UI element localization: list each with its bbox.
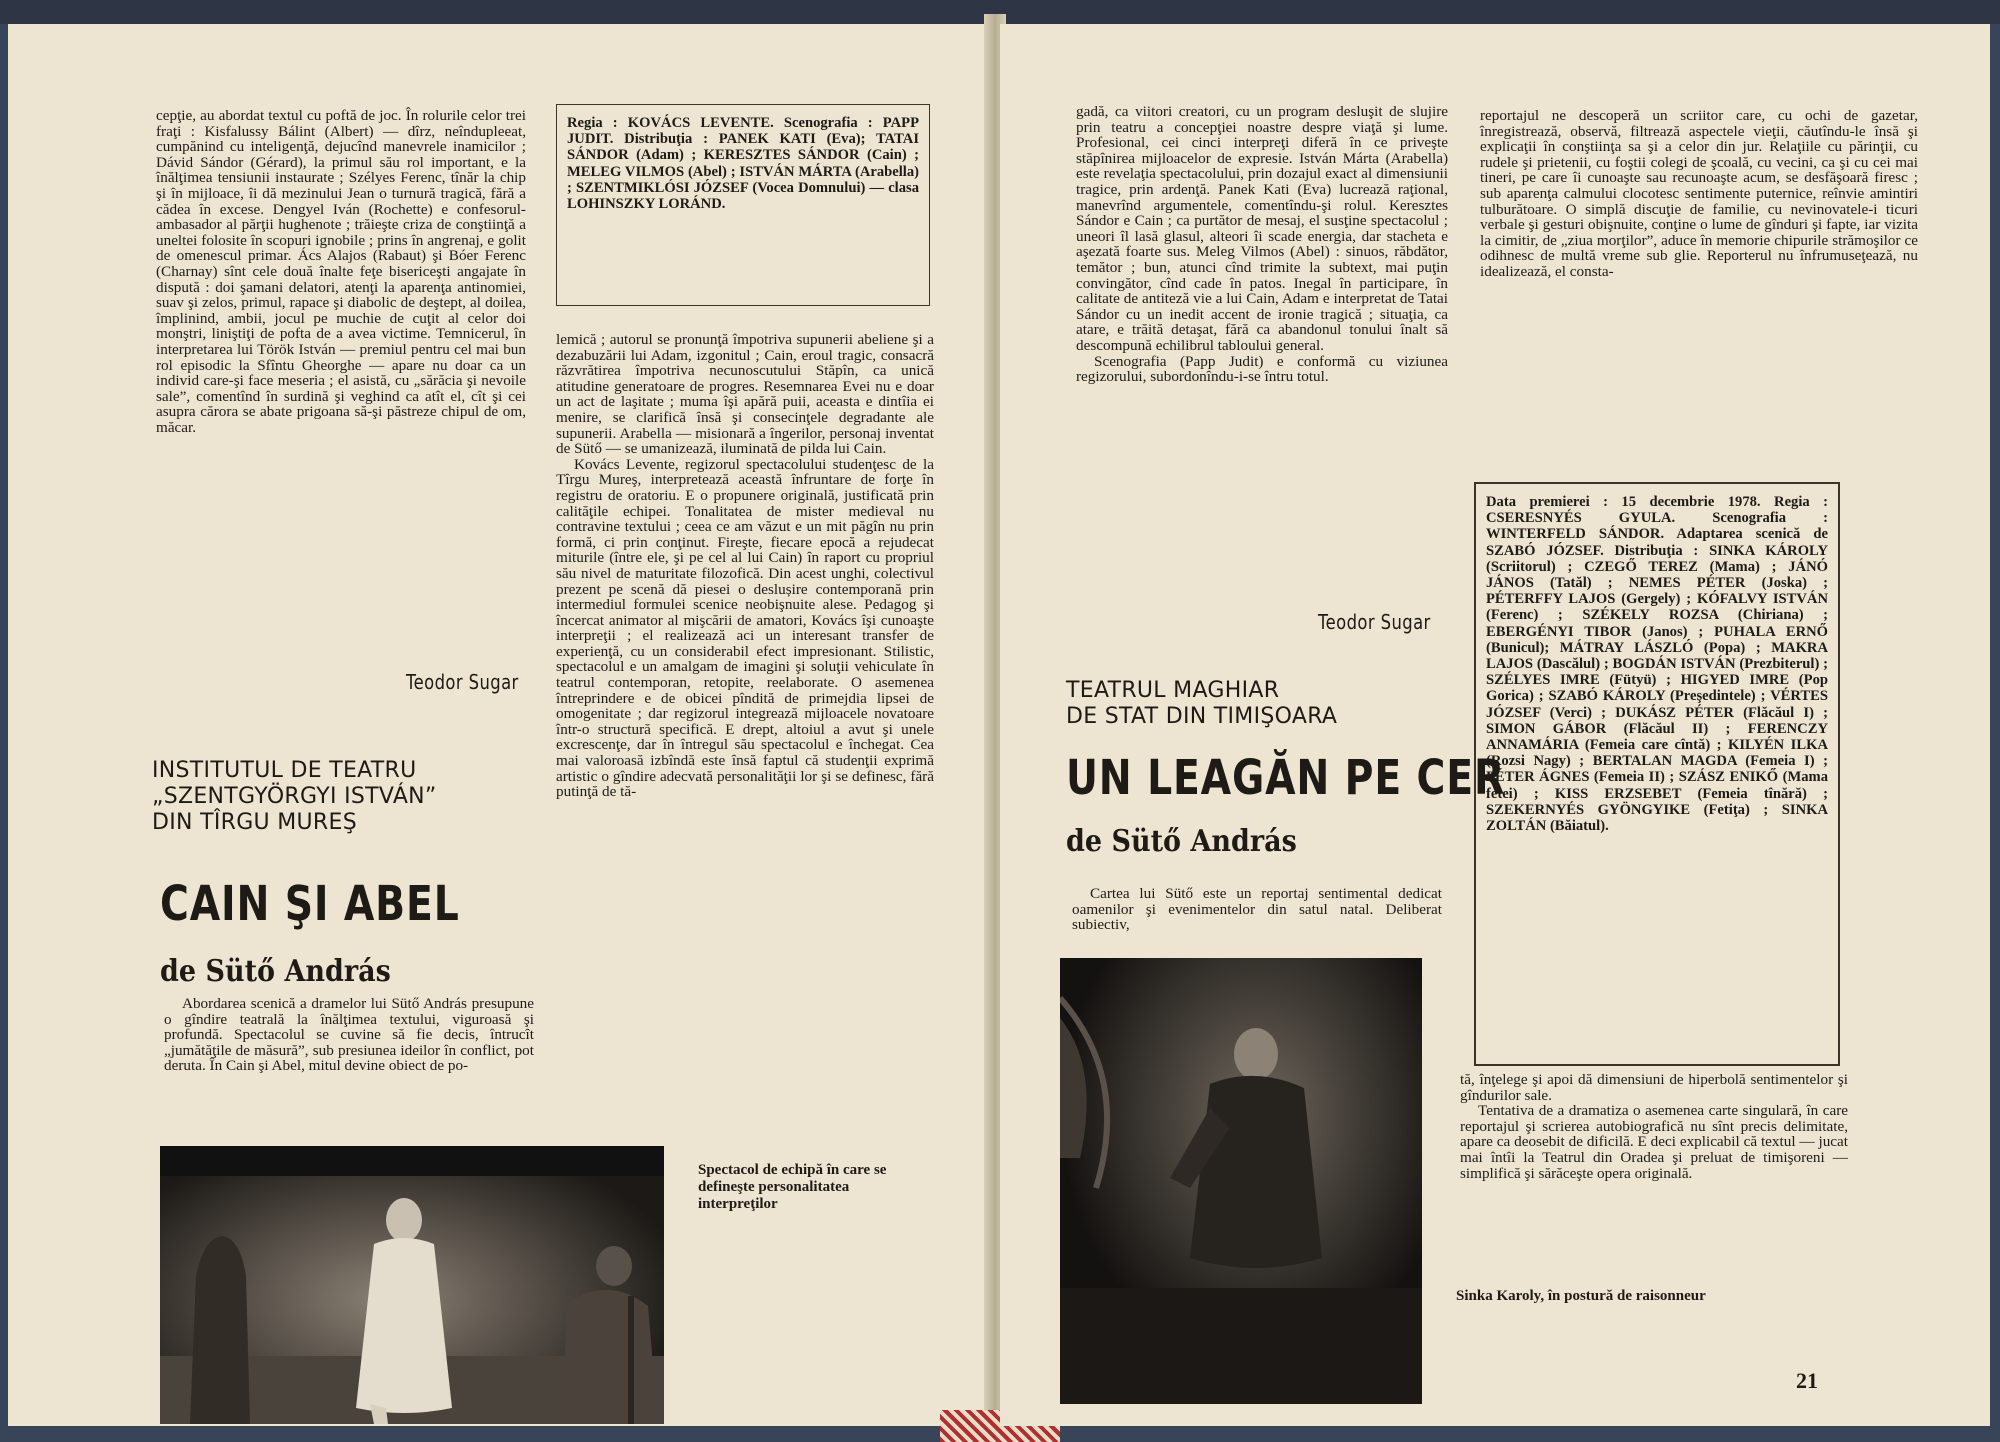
signature-left: Teodor Sugar: [406, 670, 519, 694]
stage-photo-cain-si-abel: [160, 1146, 664, 1424]
institution-heading: [152, 758, 437, 836]
left-page: [8, 24, 990, 1426]
institution-line-3: DIN TÎRGU MUREŞ: [152, 810, 357, 835]
left-col1-paragraph: cepţie, au abordat textul cu poftă de joc. În rolurile celor trei fraţi : Kisfalussy Bálint (Albert) — dîrz, neîndupleeat, cumpănind cu inteligenţă, dejucînd manevrele inamicilor ; Dávid Sándor (Gérard), la primul său rol important, e la înălţimea tensiunii instaurate ; Szélyes Ferenc, tînăr la chip şi în mijloace, îi dă mezinului Jean o turnură tragică, fără a cădea în excese. Dengyel Iván (Rochette) e confesorul-ambasador al părţii hughenote ; trăieşte criza de conştiinţă a uneltei folosite în scopuri ignobile ; prins în angrenaj, e golit de omenescul primar. Ács Alajos (Rabaut) şi Bóer Ferenc (Charnay) sînt cele două înalte feţe bisericeşti angajate în dispută : doi şamani delatori, atenţi la aparenţa antinomiei, suav şi zelos, primul, rapace şi diabolic de deştept, al doilea, împlinind, ambii, jocul pe muchie de cuţit al celor doi monştri, liniştiţi de pofta de a avea victime. Temnicerul, în interpretarea lui Török István — premiul pentru cel mai bun rol episodic la Sfîntu Gheorghe — apare nu doar ca un individ care-şi face meseria ; el asistă, cu „sărăcia şi nevoile sale”, comentînd în surdină şi veghind ca atît el, cît şi cei asupra cărora se abate prigoana să-şi păstreze chipul de om, măcar.: [156, 107, 526, 436]
left-intro-paragraph: Abordarea scenică a dramelor lui Sütő András presupune o gîndire teatrală la înălţimea textului, viguroasă şi profundă. Spectacolul se cuvine să fie decis, întrucît „jumătăţile de măsură”, sub presiunea ideilor în conflict, pot deruta. În Cain şi Abel, mitul devine obiect de po-: [164, 995, 534, 1075]
stage-photo-image: [160, 1146, 664, 1424]
credits-box-left: [556, 104, 930, 306]
right-col2-paragraph: reportajul ne descoperă un scriitor care, cu ochi de gazetar, înregistrează, observă, filtrează aspectele vieţii, căutîndu-le însă şi explicaţii în conştiinţa sa şi a celor din jur. Relaţiile cu părinţii, cu rudele şi prietenii, cu foştii colegi de şcoală, cu vecini, ca şi cu cei mai tineri, pe care îi cunoaşte sau recunoaşte acum, se desfăşoară firesc ; sub aparenţa calmului clocotesc sentimente puternice, reînvie amintiri tulburătoare. O simplă discuţie de familie, cu nevinovatele-i ticuri verbale şi gesturi obişnuite, conţine o lume de gînduri şi fapte, iar vizita la cimitir, de „ziua morţilor”, aduce în memorie chipurile strămoşilor ce odihnesc de multă vreme sub glie. Reporterul nu înfrumuseţează, nu idealizează, el consta-: [1480, 107, 1918, 280]
stage-photo-image-2: [1060, 958, 1422, 1404]
right-intro: [1072, 886, 1442, 933]
stage-photo-un-leagan-pe-cer: [1060, 958, 1422, 1404]
right-page: [1000, 24, 1990, 1426]
right-column-1: [1076, 104, 1448, 385]
left-intro: [164, 996, 534, 1074]
left-column-2: [556, 332, 934, 800]
byline-left: de Sütő András: [160, 954, 391, 989]
theatre-line-2: DE STAT DIN TIMIŞOARA: [1066, 704, 1338, 729]
photo-caption-right: Sinka Karoly, în postură de raisonneur: [1456, 1288, 1706, 1304]
right-col3-paragraph-2: Tentativa de a dramatiza o asemenea carte singulară, în care reportajul şi scrierea autobiografică nu sînt precis delimitate, apare ca deosebit de dificilă. E deci explicabil că textul — jucat mai întîi la Teatrul din Oradea şi preluat de timişoreni — simplifică şi sărăceşte opera originală.: [1460, 1102, 1848, 1182]
photo-caption-left: Spectacol de echipă în care se defineşte personalitatea interpreţilor: [698, 1162, 887, 1212]
right-col1-paragraph-2: Scenografia (Papp Judit) e conformă cu viziunea regizorului, subordonîndu-i-se întru totul.: [1076, 352, 1448, 386]
credits-right-text: Data premierei : 15 decembrie 1978. Regia : CSERESNYÉS GYULA. Scenografia : WINTERFELD SÁNDOR. Adaptarea scenică de SZABÓ JÓZSEF. Distribuţia : SINKA KÁROLY (Scriitorul) ; CZEGŐ TEREZ (Mama) ; JÁNÓ JÁNOS (Tatăl) ; NEMES PÉTER (Joska) ; PÉTERFFY LAJOS (Gergely) ; KÓFALVY ISTVÁN (Ferenc) ; SZÉKELY ROZSA (Chiriana) ; EBERGÉNYI TIBOR (Janos) ; PUHALA ERNŐ (Bunicul); MÁTRAY LÁSZLÓ (Popa) ; MAKRA LAJOS (Dascălul) ; BOGDÁN ISTVÁN (Prezbiterul) ; SZÉLYES IMRE (Fütyü) ; HIGYED IMRE (Pop Gorica) ; SZABÓ KÁROLY (Preşedintele) ; VÉRTES JÓZSEF (Verci) ; DUKÁSZ PÉTER (Flăcăul I) ; SIMON GÁBOR (Flăcăul II) ; FERENCZY ANNAMÁRIA (Femeia care cîntă) ; KILYÉN ILKA (Rozsi Nagy) ; BERTALAN MAGDA (Femeia I) ; PÉTER ÁGNES (Femeia II) ; SZÁSZ ENIKŐ (Mama fetei) ; KISS ERZSEBET (Femeia tînără) ; SZEKERNYÉS GYÖNGYIKE (Fetiţa) ; SINKA ZOLTÁN (Băiatul).: [1486, 494, 1828, 835]
right-column-3: [1460, 1072, 1848, 1181]
left-column-1: [156, 108, 526, 435]
right-col1-paragraph-1: gadă, ca viitori creatori, cu un program desluşit de slujire prin teatru a concepţiei noastre despre viaţă şi lume. Profesional, cei cinci interpreţi diferă în ce priveşte stăpînirea mijloacelor de expresie. István Márta (Arabella) este revelaţia spectacolului, prin dozajul exact al dimensiunii tragice, prin ardenţă. Panek Kati (Eva) lucrează raţional, manevrînd argumentele, comentîndu-şi rolul. Keresztes Sándor e Cain ; ca purtător de mesaj, el susţine spectacolul ; uneori îl lasă glasul, alteori îi scade energia, dar stacheta e aşezată foarte sus. Meleg Vilmos (Abel) : sinuos, răbdător, temător ; bun, atunci cînd trimite la subtext, mai puţin convingător, cînd cade în patos. Inegal în participare, în calitate de antiteză vie a lui Cain, Adam e interpretat de Tatai Sándor cu un inedit accent de ironie tragică ; situaţia, ca atare, e trăită detaşat, fără ca abandonul tonului înalt să descompună echilibrul tabloului general.: [1076, 103, 1448, 354]
right-intro-paragraph: Cartea lui Sütő este un reportaj sentimental dedicat oamenilor şi evenimentelor din satul natal. Deliberat subiectiv,: [1072, 885, 1442, 934]
right-col3-paragraph-1: tă, înţelege şi apoi dă dimensiuni de hiperbolă sentimentelor şi gîndurilor sale.: [1460, 1071, 1848, 1104]
credits-left-text: Regia : KOVÁCS LEVENTE. Scenografia : PAPP JUDIT. Distribuţia : PANEK KATI (Eva); TATAI SÁNDOR (Adam) ; KERESZTES SÁNDOR (Cain) ; MELEG VILMOS (Abel) ; ISTVÁN MÁRTA (Arabella) ; SZENTMIKLÓSI JÓZSEF (Vocea Domnului) — clasa LOHINSZKY LORÁND.: [567, 115, 919, 213]
institution-line-2: „SZENTGYÖRGYI ISTVÁN”: [152, 784, 437, 809]
institution-line-1: INSTITUTUL DE TEATRU: [152, 758, 417, 783]
credits-box-right: [1474, 482, 1840, 1066]
left-col2-paragraph-2: Kovács Levente, regizorul spectacolului studenţesc de la Tîrgu Mureş, interpretează această înfruntare de forţe în registru de oratoriu. E o propunere originală, justificată prin calităţile echipei. Tonalitatea de mister medieval nu contravine textului ; ceea ce am văzut e un mit păgîn nu prin formă, ci prin conţinut. Fireşte, fiecare epocă a rejudecat miturile (între ele, şi pe cel al lui Cain) în raport cu propriul său nivel de maturitate filozofică. Din acest unghi, colectivul prezent pe scenă dă piesei o deslușire contemporană prin intermediul formulei scenice neobişnuite alese. Pedagog şi încercat animator al mişcării de amatori, Kovács îşi cunoaşte interpreţii ; el realizează aci un interesant transfer de experienţă, cu un considerabil efect impresionant. Stilistic, spectacolul e un amalgam de imagini şi soluţii vehiculate în teatrul contemporan, retopite, reelaborate. O asemenea întreprindere e de obicei pîndită de primejdia lipsei de omogenitate ; dar regizorul integrează mijloacele novatoare într-o structură specifică. E drept, altoiul a avut şi unele excrescenţe, dar în întregul său spectacolul e închegat. Cea mai valoroasă izbîndă este însă faptul că studenţii exprimă artistic o gîndire adecvată personalităţii lor şi se definesc, fără putinţă de tă-: [556, 455, 934, 801]
left-col2-paragraph-1: lemică ; autorul se pronunţă împotriva supunerii abeliene şi a dezabuzării lui Adam, izgonitul ; Cain, eroul tragic, consacră răzvrătirea împotriva necunoscutului Stăpîn, ca unică atitudine generatoare de progres. Resemnarea Evei nu e doar un act de laşitate ; muma îşi apără puii, aceasta e dintîia ei menire, se clarifică însă şi consecinţele degradante ale supunerii. Arabella — misionară a îngerilor, personaj inventat de Sütő — se umanizează, iluminată de pilda lui Cain.: [556, 331, 934, 458]
theatre-line-1: TEATRUL MAGHIAR: [1066, 678, 1280, 703]
byline-right: de Sütő András: [1066, 824, 1297, 859]
theatre-heading: [1066, 678, 1337, 730]
title-un-leagan-pe-cer: UN LEAGĂN PE CER: [1066, 750, 1506, 806]
right-column-2: [1480, 108, 1918, 280]
signature-right: Teodor Sugar: [1318, 610, 1431, 634]
title-cain-si-abel: CAIN ŞI ABEL: [160, 876, 460, 932]
page-number: 21: [1796, 1368, 1818, 1393]
